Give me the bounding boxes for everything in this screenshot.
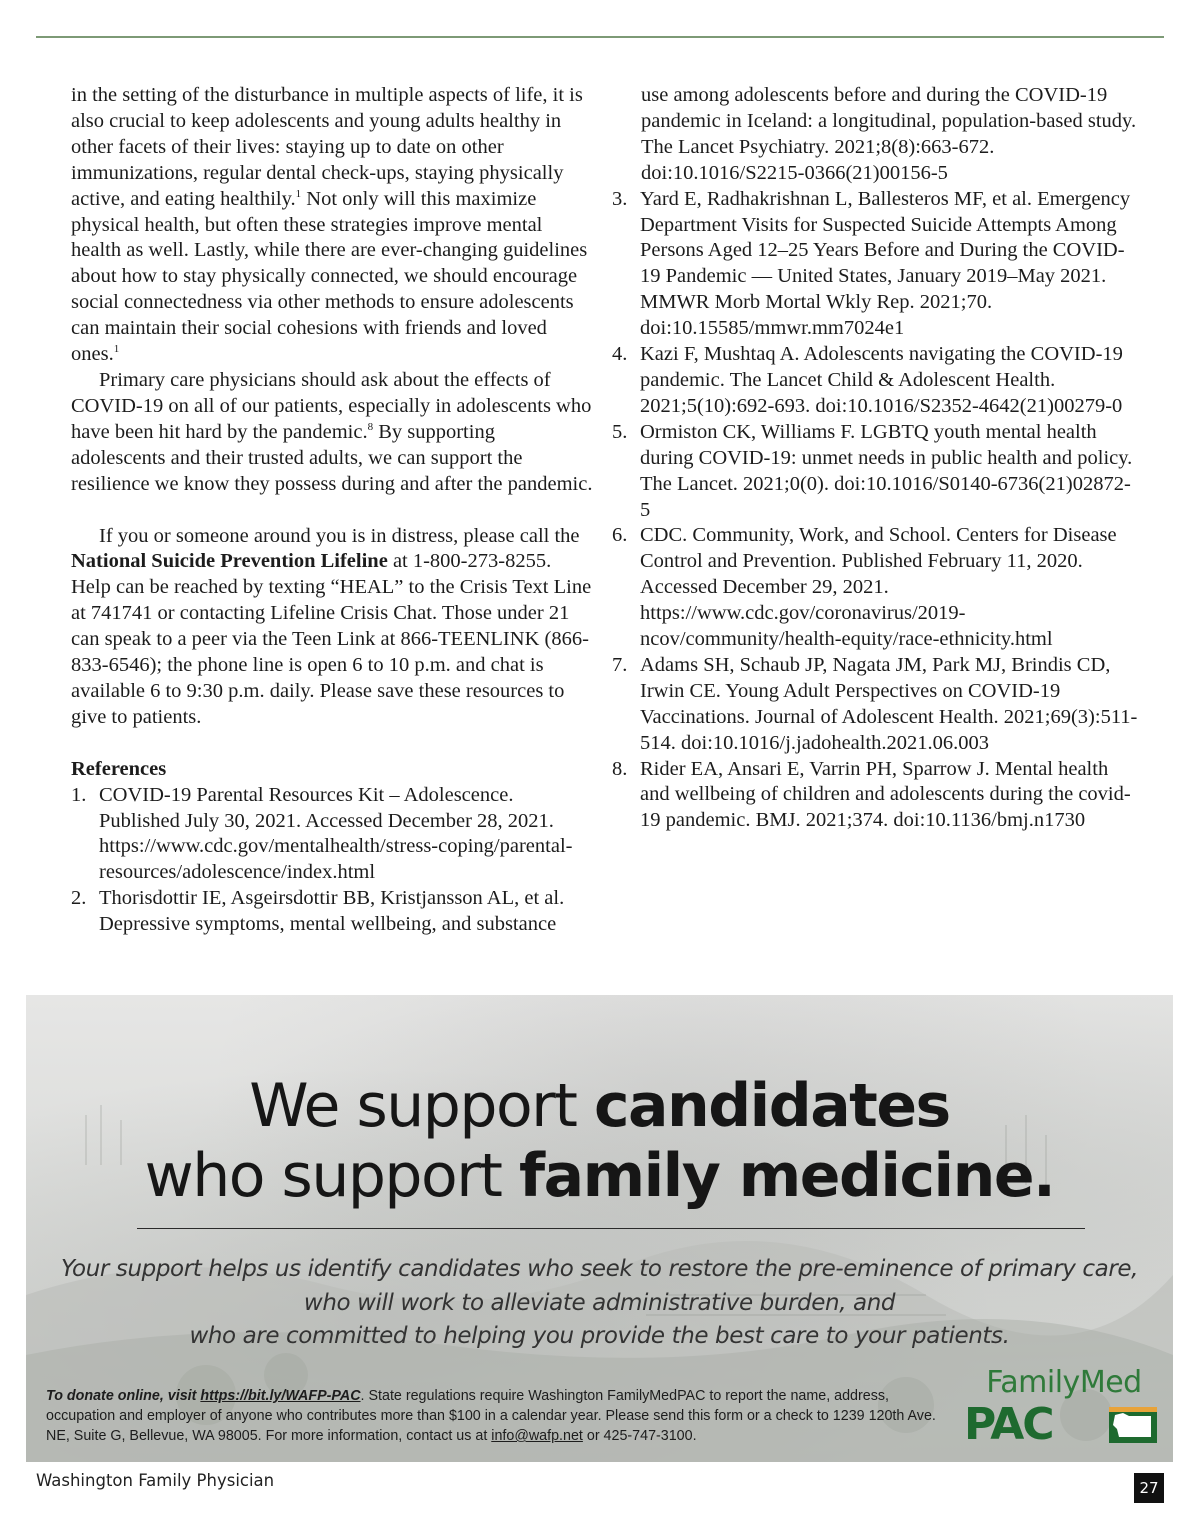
- reference-item: 5. Ormiston CK, Williams F. LGBTQ youth mental health during COVID-19: unmet needs in public health and policy. The Lancet. 2021;0(0). doi:10.1016/S0140-6736(21)02872-5: [612, 420, 1133, 521]
- reference-item: 2. Thorisdottir IE, Asgeirsdottir BB, Kristjansson AL, et al. Depressive symptoms, mental wellbeing, and substance: [71, 887, 565, 936]
- tagline-line: Your support helps us identify candidates who seek to restore the pre-eminence of primary care,: [60, 1256, 1139, 1282]
- reference-item: 1. COVID-19 Parental Resources Kit – Adolescence. Published July 30, 2021. Accessed December 28, 2021. https://www.cdc.gov/mentalhealth/stress-coping/parental-resources/adolescence/index.html: [71, 783, 573, 884]
- body-paragraph-2: Primary care physicians should ask about the effects of COVID-19 on all of our patients, especially in adolescents who have been hit hard by the pandemic.$^8$ By supporting adolescents and their trusted adults, we can support the resilience we know they possess during and after the pandemic.: [71, 368, 593, 495]
- body-paragraph-1: in the setting of the disturbance in multiple aspects of life, it is also crucial to keep adolescents and young adults healthy in other facets of their lives: staying up to date on other immunizations, regular dental check-ups, staying physically active, and eating healthily.$^1$ Not only will this maximize physical health, but often these strategies improve mental health as well. Lastly, while there are ever-changing guidelines about how to stay physically connected, we should encourage social connectedness via other methods to ensure adolescents can maintain their social cohesions with friends and loved ones.$^1$: [71, 84, 588, 366]
- lifeline-paragraph: If you or someone around you is in distress, please call the National Suicide Prevention Lifeline at 1-800-273-8255. Help can be reached by texting “HEAL” to the Crisis Text Line at 741741 or contacting Lifeline Crisis Chat. Those under 21 can speak to a peer via the Teen Link at 866-TEENLINK (866-833-6546); the phone line is open 6 to 10 p.m. and chat is available 6 to 9:30 p.m. daily. Please save these resources to give to patients.: [71, 524, 592, 728]
- reference-continuation: use among adolescents before and during the COVID-19 pandemic in Iceland: a longitudinal, population-based study. The Lancet Psychiatry. 2021;8(8):663-672. doi:10.1016/S2215-0366(21)00156-5: [641, 84, 1137, 184]
- donate-link[interactable]: https://bit.ly/WAFP-PAC: [200, 1388, 361, 1404]
- tagline-line: who are committed to helping you provide the best care to your patients.: [189, 1323, 1010, 1349]
- right-column: [612, 83, 1140, 834]
- tagline-line: who will work to alleviate administrative burden, and: [303, 1289, 896, 1316]
- headline-line-2: who support family medicine.: [144, 1141, 1055, 1211]
- page-number: 27: [1134, 1473, 1164, 1503]
- reference-item: 3. Yard E, Radhakrishnan L, Ballesteros MF, et al. Emergency Department Visits for Suspected Suicide Attempts Among Persons Aged 12–25 Years Before and During the COVID-19 Pandemic — United States, January 2019–May 2021. MMWR Morb Mortal Wkly Rep. 2021;70. doi:10.15585/mmwr.mm7024e1: [612, 187, 1131, 340]
- washington-state-icon: [1109, 1407, 1157, 1443]
- logo-wordmark-top: FamilyMed: [986, 1365, 1142, 1400]
- donation-info: To donate online, visit https://bit.ly/WAFP-PAC. State regulations require Washington FamilyMedPAC to report the name, address, occupation and employer of anyone who contributes more than $100 in a calendar year. Please send this form or a check to 1239 120th Ave. NE, Suite G, Bellevue, WA 98005. For more information, contact us at info@wafp.net or 425-747-3100.: [46, 1388, 936, 1444]
- contact-email-link[interactable]: info@wafp.net: [491, 1428, 583, 1444]
- headline-divider: [137, 1228, 1085, 1229]
- reference-item: 6. CDC. Community, Work, and School. Centers for Disease Control and Prevention. Published February 11, 2020. Accessed December 29, 2021. https://www.cdc.gov/coronavirus/2019-ncov/community/health-equity/race-ethnicity.html: [612, 524, 1117, 651]
- lifeline-name: National Suicide Prevention Lifeline: [71, 550, 388, 573]
- ad-tagline: [26, 1253, 1173, 1354]
- headline-line-1: We support candidates: [249, 1071, 950, 1141]
- publication-name: Washington Family Physician: [36, 1471, 275, 1490]
- reference-item: 8. Rider EA, Ansari E, Varrin PH, Sparrow J. Mental health and wellbeing of children and adolescents during the covid-19 pandemic. BMJ. 2021;374. doi:10.1136/bmj.n1730: [612, 757, 1131, 832]
- references-heading: References: [71, 757, 167, 780]
- top-divider: [36, 36, 1164, 38]
- left-column: [71, 83, 593, 938]
- reference-item: 4. Kazi F, Mushtaq A. Adolescents navigating the COVID-19 pandemic. The Lancet Child & Adolescent Health. 2021;5(10):692-693. doi:10.1016/S2352-4642(21)00279-0: [612, 343, 1123, 417]
- familymed-pac-logo: [964, 1365, 1164, 1450]
- logo-wordmark-pac: PAC: [964, 1399, 1053, 1450]
- pac-advertisement: [26, 995, 1173, 1462]
- reference-item: 7. Adams SH, Schaub JP, Nagata JM, Park MJ, Brindis CD, Irwin CE. Young Adult Perspectives on COVID-19 Vaccinations. Journal of Adolescent Health. 2021;69(3):511-514. doi:10.1016/j.jadohealth.2021.06.003: [612, 653, 1138, 754]
